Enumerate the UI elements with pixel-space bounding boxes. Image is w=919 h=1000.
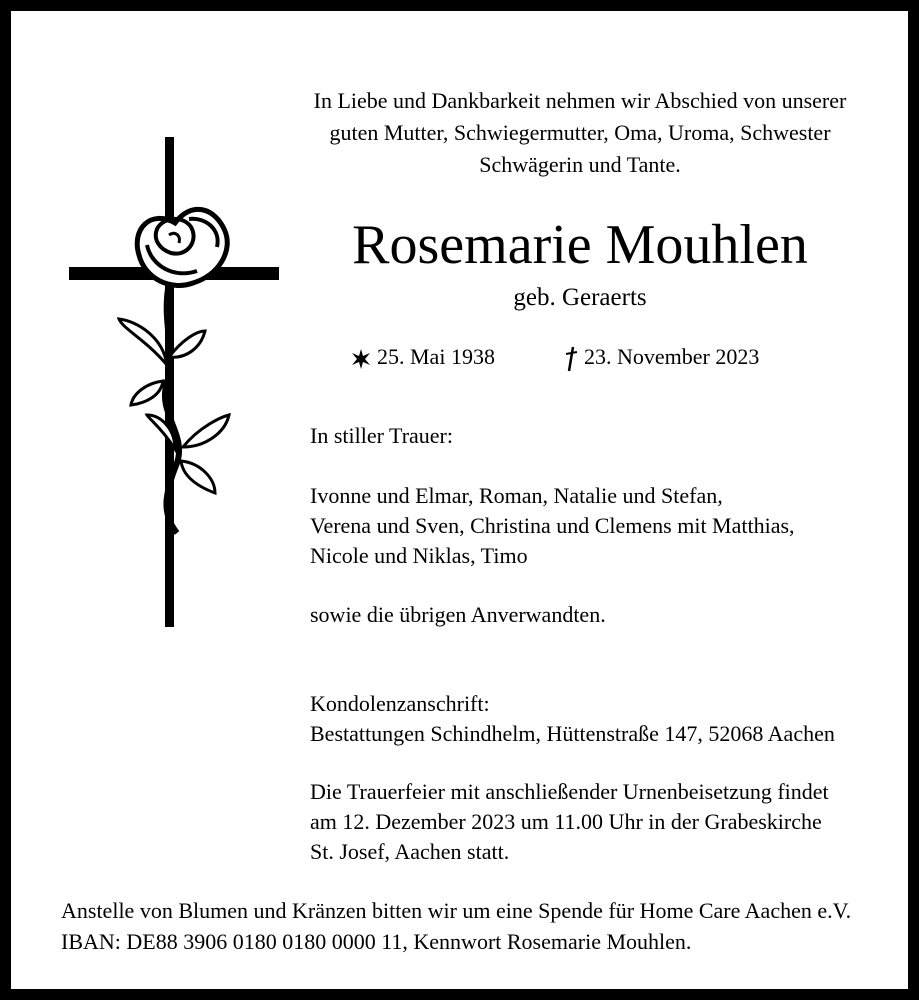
mourners-line: Verena und Sven, Christina und Clemens mit Matthias, (310, 513, 795, 538)
cross-icon (564, 346, 578, 372)
mourners-line: Nicole und Niklas, Timo (310, 543, 528, 568)
donation-line: IBAN: DE88 3906 0180 0180 0000 11, Kennwort Rosemarie Mouhlen. (61, 929, 692, 954)
death-date-group (564, 340, 759, 374)
star-icon (351, 349, 371, 369)
birth-date: 25. Mai 1938 (377, 344, 495, 369)
ceremony-info (310, 777, 890, 867)
life-dates (11, 340, 919, 374)
ceremony-line: am 12. Dezember 2023 um 11.00 Uhr in der Grabeskirche (310, 809, 822, 834)
death-date: 23. November 2023 (584, 344, 760, 369)
condolence-label: Kondolenzanschrift: (310, 691, 490, 716)
donation-note (61, 895, 901, 957)
ceremony-line: St. Josef, Aachen statt. (310, 839, 510, 864)
deceased-name: Rosemarie Mouhlen (352, 214, 808, 276)
birth-date-group (351, 340, 495, 374)
maiden-name: geb. Geraerts (513, 284, 647, 311)
donation-line: Anstelle von Blumen und Kränzen bitten wir um eine Spende für Home Care Aachen e.V. (61, 898, 852, 923)
cross-with-rose-icon (65, 133, 281, 633)
condolence-address-line: Bestattungen Schindhelm, Hüttenstraße 147, 52068 Aachen (310, 721, 835, 746)
ceremony-line: Die Trauerfeier mit anschließender Urnenbeisetzung findet (310, 779, 829, 804)
intro-text (273, 85, 887, 181)
mourners-line: Ivonne und Elmar, Roman, Natalie und Stefan, (310, 483, 723, 508)
intro-line: Schwägerin und Tante. (479, 152, 681, 177)
relatives-text: sowie die übrigen Anverwandten. (310, 602, 606, 627)
mourners-heading: In stiller Trauer: (310, 423, 453, 448)
mourners-list (310, 481, 890, 571)
intro-line: In Liebe und Dankbarkeit nehmen wir Abschied von unserer (313, 88, 847, 113)
condolence-address (310, 689, 890, 749)
intro-line: guten Mutter, Schwiegermutter, Oma, Uroma, Schwester (329, 120, 831, 145)
